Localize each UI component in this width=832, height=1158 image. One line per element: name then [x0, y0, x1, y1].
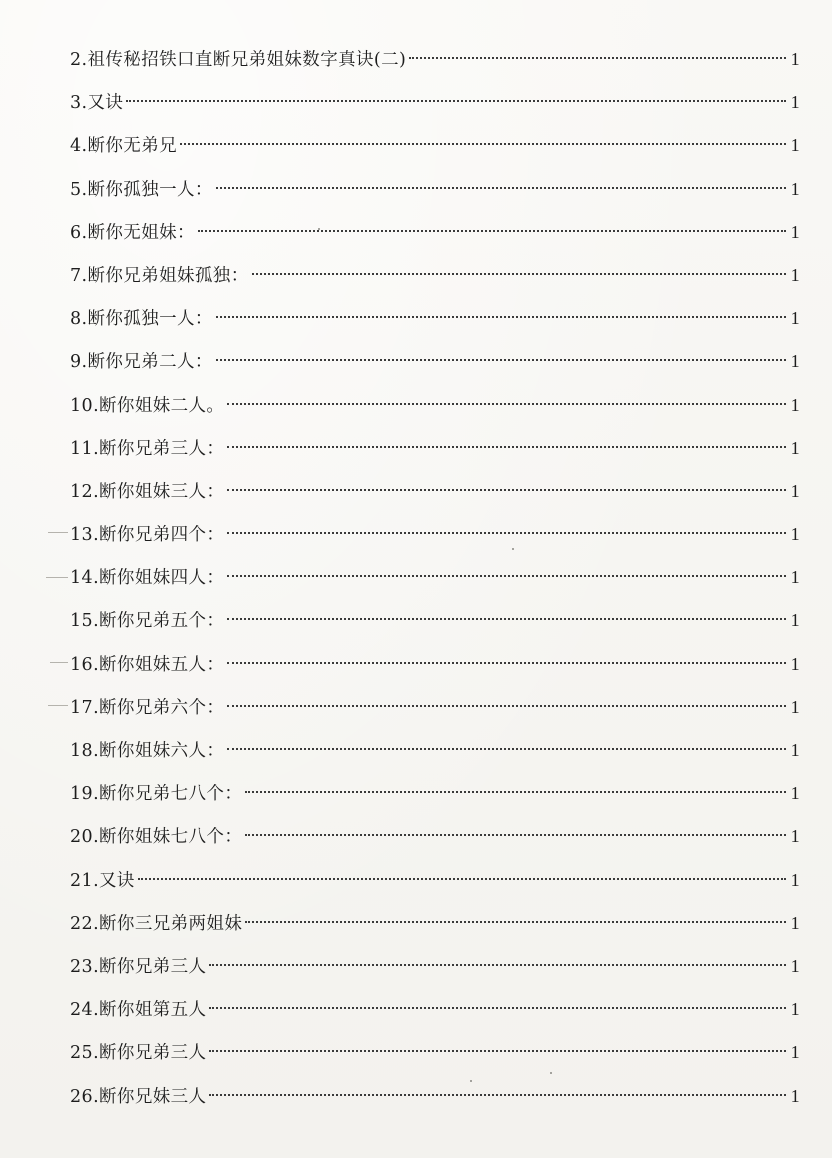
- scan-margin-mark: [48, 705, 68, 706]
- toc-entry-title: 5.断你孤独一人：: [70, 179, 213, 200]
- dot-leader: [216, 316, 786, 318]
- toc-entry-title: 21.又诀: [70, 870, 135, 891]
- toc-entry-title: 6.断你无姐妹：: [70, 222, 195, 243]
- dot-leader: [227, 575, 786, 577]
- toc-entry: [70, 168, 800, 211]
- toc-entry: [70, 124, 800, 167]
- toc-entry-page-number: 1: [790, 351, 800, 372]
- dot-leader: [216, 187, 786, 189]
- toc-entry-page-number: 1: [790, 135, 800, 156]
- toc-entry-title: 7.断你兄弟姐妹孤独：: [70, 265, 249, 286]
- toc-entry: [70, 599, 800, 642]
- toc-entry: [70, 384, 800, 427]
- dot-leader: [227, 489, 786, 491]
- toc-entry-page-number: 1: [790, 869, 800, 890]
- toc-entry-title: 3.又诀: [70, 93, 124, 114]
- toc-entry-title: 14.断你姐妹四人：: [70, 568, 225, 589]
- table-of-contents: [70, 38, 800, 1118]
- toc-entry: [70, 556, 800, 599]
- toc-entry-page-number: 1: [790, 912, 800, 933]
- toc-entry-page-number: 1: [790, 480, 800, 501]
- toc-entry: [70, 211, 800, 254]
- toc-entry-title: 23.断你兄弟三人: [70, 956, 207, 977]
- dot-leader: [409, 57, 786, 59]
- scan-margin-mark: [50, 662, 68, 663]
- toc-entry-page-number: 1: [790, 49, 800, 69]
- scan-margin-mark: [48, 532, 68, 533]
- toc-entry: [70, 902, 800, 945]
- toc-entry-title: 4.断你无弟兄: [70, 136, 177, 157]
- toc-entry-title: 11.断你兄弟三人：: [70, 438, 225, 459]
- toc-entry-title: 15.断你兄弟五个：: [70, 611, 225, 632]
- toc-entry: [70, 859, 800, 902]
- toc-entry-page-number: 1: [790, 178, 800, 199]
- toc-entry-page-number: 1: [790, 783, 800, 804]
- toc-entry-title: 19.断你兄弟七八个：: [70, 784, 243, 805]
- toc-entry-page-number: 1: [790, 308, 800, 329]
- dot-leader: [216, 359, 786, 361]
- dot-leader: [209, 964, 786, 966]
- dot-leader: [245, 791, 786, 793]
- toc-entry: [70, 81, 800, 124]
- dot-leader: [227, 705, 786, 707]
- toc-entry-title: 2.祖传秘招铁口直断兄弟姐妹数字真诀(二): [70, 50, 407, 70]
- toc-entry-title: 9.断你兄弟二人：: [70, 352, 213, 373]
- toc-entry-title: 8.断你孤独一人：: [70, 309, 213, 330]
- toc-entry-page-number: 1: [790, 999, 800, 1020]
- toc-entry: [70, 1031, 800, 1074]
- toc-entry-page-number: 1: [790, 1042, 800, 1063]
- toc-entry-page-number: 1: [790, 610, 800, 631]
- toc-entry: [70, 988, 800, 1031]
- toc-entry: [70, 513, 800, 556]
- scan-margin-mark: [46, 577, 68, 578]
- toc-entry-title: 25.断你兄弟三人: [70, 1043, 207, 1064]
- dot-leader: [209, 1007, 786, 1009]
- toc-entry: [70, 729, 800, 772]
- toc-entry-page-number: 1: [790, 653, 800, 674]
- toc-entry-page-number: 1: [790, 221, 800, 242]
- toc-entry-title: 17.断你兄弟六个：: [70, 697, 225, 718]
- toc-entry-title: 10.断你姐妹二人。: [70, 395, 225, 416]
- toc-entry-page-number: 1: [790, 1085, 800, 1106]
- dot-leader: [209, 1050, 786, 1052]
- toc-entry-title: 18.断你姐妹六人：: [70, 741, 225, 761]
- toc-entry: [70, 254, 800, 297]
- toc-entry-title: 24.断你姐第五人: [70, 1000, 207, 1021]
- dot-leader: [227, 618, 786, 620]
- dot-leader: [209, 1094, 786, 1096]
- toc-entry-page-number: 1: [790, 567, 800, 588]
- toc-entry-title: 22.断你三兄弟两姐妹: [70, 913, 243, 934]
- toc-entry-title: 20.断你姐妹七八个：: [70, 827, 243, 848]
- toc-entry: [70, 772, 800, 815]
- toc-entry-title: 13.断你兄弟四个：: [70, 525, 225, 546]
- toc-entry-page-number: 1: [790, 696, 800, 717]
- toc-entry-page-number: 1: [790, 955, 800, 976]
- dot-leader: [227, 748, 786, 750]
- dot-leader: [227, 446, 786, 448]
- dot-leader: [198, 230, 786, 232]
- toc-entry: [70, 686, 800, 729]
- toc-entry: [70, 815, 800, 858]
- toc-entry: [70, 470, 800, 513]
- toc-entry: [70, 1075, 800, 1118]
- toc-entry-page-number: 1: [790, 437, 800, 458]
- dot-leader: [227, 662, 786, 664]
- toc-entry-page-number: 1: [790, 740, 800, 760]
- toc-entry: [70, 643, 800, 686]
- toc-entry-page-number: 1: [790, 826, 800, 847]
- toc-entry: [70, 340, 800, 383]
- toc-entry: [70, 297, 800, 340]
- toc-entry: [70, 38, 800, 81]
- toc-entry: [70, 945, 800, 988]
- dot-leader: [245, 834, 786, 836]
- toc-entry-page-number: 1: [790, 264, 800, 285]
- toc-entry-page-number: 1: [790, 394, 800, 415]
- dot-leader: [227, 532, 786, 534]
- dot-leader: [245, 921, 786, 923]
- dot-leader: [126, 100, 786, 102]
- toc-entry-title: 16.断你姐妹五人：: [70, 654, 225, 675]
- dot-leader: [252, 273, 786, 275]
- dot-leader: [138, 878, 786, 880]
- toc-entry-title: 12.断你姐妹三人：: [70, 481, 225, 502]
- toc-entry-page-number: 1: [790, 524, 800, 545]
- dot-leader: [227, 403, 786, 405]
- dot-leader: [180, 143, 786, 145]
- toc-entry-title: 26.断你兄妹三人: [70, 1086, 207, 1107]
- toc-entry: [70, 427, 800, 470]
- toc-entry-page-number: 1: [790, 92, 800, 113]
